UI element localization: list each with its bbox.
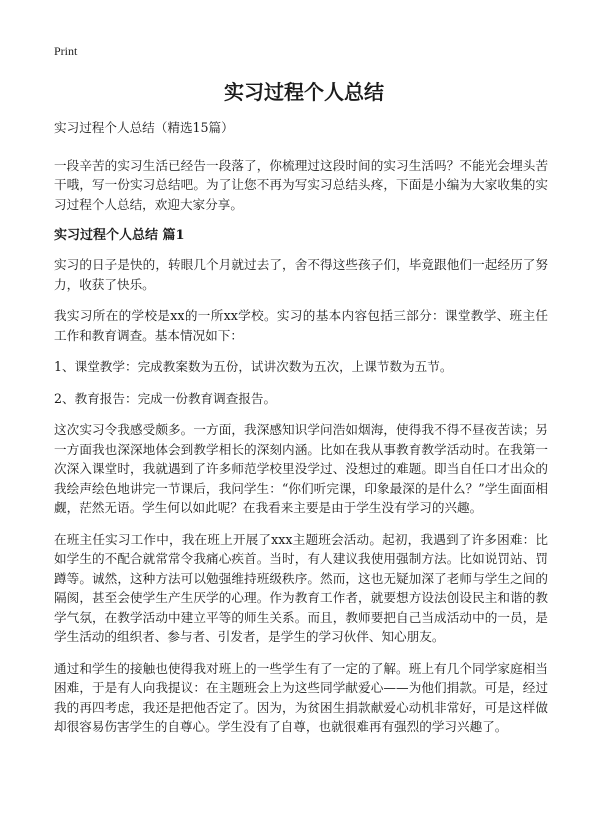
document-body <box>54 118 548 749</box>
document-subtitle: 实习过程个人总结（精选15篇） <box>54 120 234 135</box>
print-link[interactable]: Print <box>54 44 78 58</box>
body-paragraph: 实习的日子是快的，转眼几个月就过去了，舍不得这些孩子们，毕竟跟他们一起经历了努力，收获了快乐。 <box>54 257 548 292</box>
intro-paragraph: 一段辛苦的实习生活已经告一段落了，你梳理过这段时间的实习生活吗？不能光会埋头苦干哦，写一份实习总结吧。为了让您不再为写实习总结头疼，下面是小编为大家收集的实习过程个人总结，欢迎大家分享。 <box>54 157 548 212</box>
body-paragraph: 2、教育报告：完成一份教育调查报告。 <box>54 390 277 406</box>
body-paragraph: 通过和学生的接触也使得我对班上的一些学生有了一定的了解。班上有几个同学家庭相当困难，于是有人向我提议：在主题班会上为这些同学献爱心——为他们捐款。可是，经过我的再四考虑，我还是把他否定了。因为，为贫困生捐款献爱心动机非常好，可是这样做却很容易伤害学生的自尊心。学生没有了自尊，也就很难再有强烈的学习兴趣了。 <box>54 660 548 734</box>
body-paragraph: 在班主任实习工作中，我在班上开展了xxx主题班会活动。起初，我遇到了许多困难：比如学生的不配合就常常令我痛心疾首。当时，有人建议我使用强制方法。比如说罚站、罚蹲等。诚然，这种方法可以勉强维持班级秩序。然而，这也无疑加深了老师与学生之间的隔阂，甚至会使学生产生厌学的心理。作为教育工作者，就要想方设法创设民主和谐的教学气氛，在教学活动中建立平等的师生关系。而且，教师要把自己当成活动中的一员，是学生活动的组织者、参与者、引发者，是学生的学习伙伴、知心朋友。 <box>54 531 548 644</box>
section-heading: 实习过程个人总结 篇1 <box>54 228 185 243</box>
body-paragraph: 这次实习令我感受颇多。一方面，我深感知识学问浩如烟海，使得我不得不昼夜苦读；另一方面我也深深地体会到教学相长的深刻内涵。比如在我从事教育教学活动时。在我第一次深入课堂时，我就遇到了许多师范学校里没学过、没想过的难题。即当自任口才出众的我绘声绘色地讲完一节课后，我问学生：“你们听完课，印象最深的是什么？”学生面面相觑，茫然无语。学生何以如此呢？在我看来主要是由于学生没有学习的兴趣。 <box>54 422 548 515</box>
body-paragraph: 1、课堂教学：完成教案数为五份，试讲次数为五次，上课节数为五节。 <box>54 359 453 374</box>
document-title: 实习过程个人总结 <box>224 80 384 104</box>
body-paragraph: 我实习所在的学校是xx的一所xx学校。实习的基本内容包括三部分：课堂教学、班主任工作和教育调查。基本情况如下： <box>54 308 548 343</box>
